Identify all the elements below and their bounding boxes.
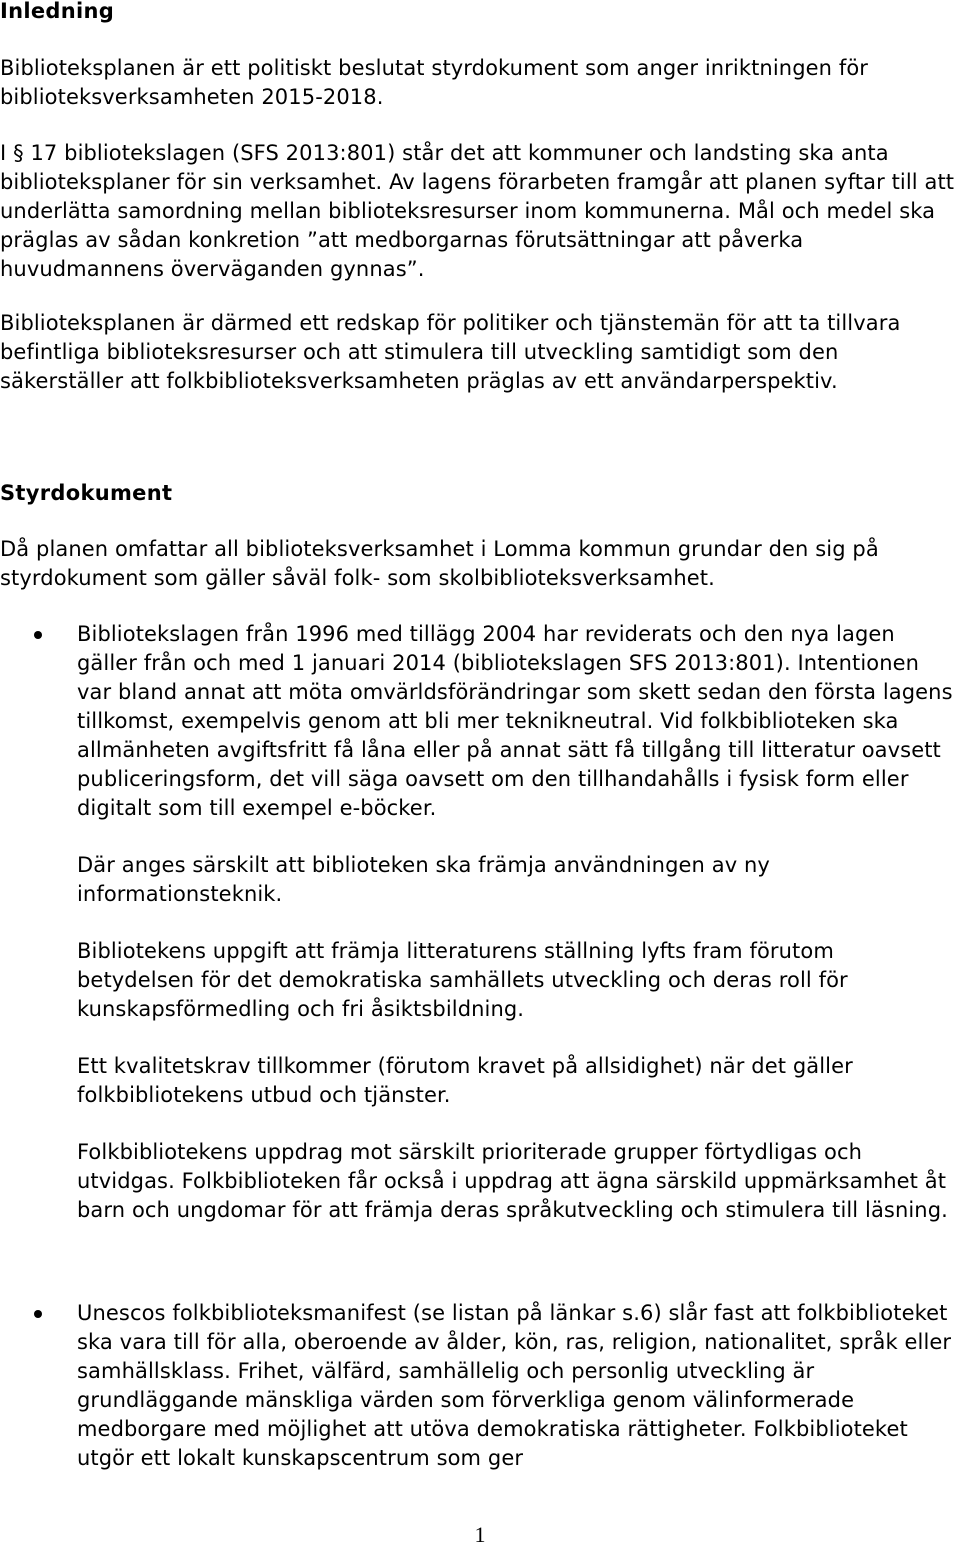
heading-inledning: Inledning: [0, 0, 115, 23]
page-number: 1: [474, 1522, 486, 1547]
informationsteknik-paragraph: Där anges särskilt att biblioteken ska främja användningen av ny informationsteknik.: [77, 853, 770, 906]
list-item-body: [77, 620, 957, 1225]
unesco-paragraph: Unescos folkbiblioteksmanifest (se listan på länkar s.6) slår fast att folkbiblioteket ska vara till för alla, oberoende av ålder, kön, ras, religion, nationalitet, språk eller samhällsklass. Frihet, välfärd, samhällelig och personlig utveckling är grundläggande mänskliga värden som förverkliga genom välinformerade medborgare med möjlighet att utöva demokratiska rättigheter. Folkbiblioteket utgör ett lokalt kunskapscentrum som ger: [77, 1301, 952, 1470]
intro-paragraph-2: I § 17 bibliotekslagen (SFS 2013:801) står det att kommuner och landsting ska anta biblioteksplaner för sin verksamhet. Av lagens förarbeten framgår att planen syftar till att underlätta samordning mellan biblioteksresurser inom kommunerna. Mål och medel ska präglas av sådan konkretion ”att medborgarnas förutsättningar att påverka huvudmannens överväganden gynnas”.: [0, 141, 955, 281]
styrdokument-paragraph: Då planen omfattar all biblioteksverksamhet i Lomma kommun grundar den sig på styrdokument som gäller såväl folk- som skolbiblioteksverksamhet.: [0, 537, 879, 590]
bullet-icon: [34, 631, 42, 639]
list-item-body: [77, 1299, 957, 1473]
heading-styrdokument: Styrdokument: [0, 481, 173, 505]
litteratur-paragraph: Bibliotekens uppgift att främja litteraturens ställning lyfts fram förutom betydelsen för det demokratiska samhällets utveckling och deras roll för kunskapsförmedling och fri åsiktsbildning.: [77, 939, 848, 1021]
kvalitetskrav-paragraph: Ett kvalitetskrav tillkommer (förutom kravet på allsidighet) när det gäller folkbibliotekens utbud och tjänster.: [77, 1054, 853, 1107]
bullet-icon: [34, 1310, 42, 1318]
bibliotekslagen-paragraph: Bibliotekslagen från 1996 med tillägg 2004 har reviderats och den nya lagen gäller från och med 1 januari 2014 (bibliotekslagen SFS 2013:801). Intentionen var bland annat att möta omvärldsförändringar som skett sedan den första lagens tillkomst, exempelvis genom att bli mer teknikneutral. Vid folkbiblioteken ska allmänheten avgiftsfritt få låna eller på annat sätt få tillgång till litteratur oavsett publiceringsform, det vill säga oavsett om den tillhandahålls i fysisk form eller digitalt som till exempel e-böcker.: [77, 622, 953, 820]
prioriterade-grupper-paragraph: Folkbibliotekens uppdrag mot särskilt prioriterade grupper förtydligas och utvidgas. Folkbiblioteken får också i uppdrag att ägna särskild uppmärksamhet åt barn och ungdomar för att främja deras språkutveckling och stimulera till läsning.: [77, 1140, 948, 1222]
intro-paragraph-1: Biblioteksplanen är ett politiskt beslutat styrdokument som anger inriktningen för biblioteksverksamheten 2015-2018.: [0, 56, 868, 109]
intro-paragraph-3: Biblioteksplanen är därmed ett redskap för politiker och tjänstemän för att ta tillvara befintliga biblioteksresurser och att stimulera till utveckling samtidigt som den säkerställer att folkbiblioteksverksamheten präglas av ett användarperspektiv.: [0, 311, 901, 393]
